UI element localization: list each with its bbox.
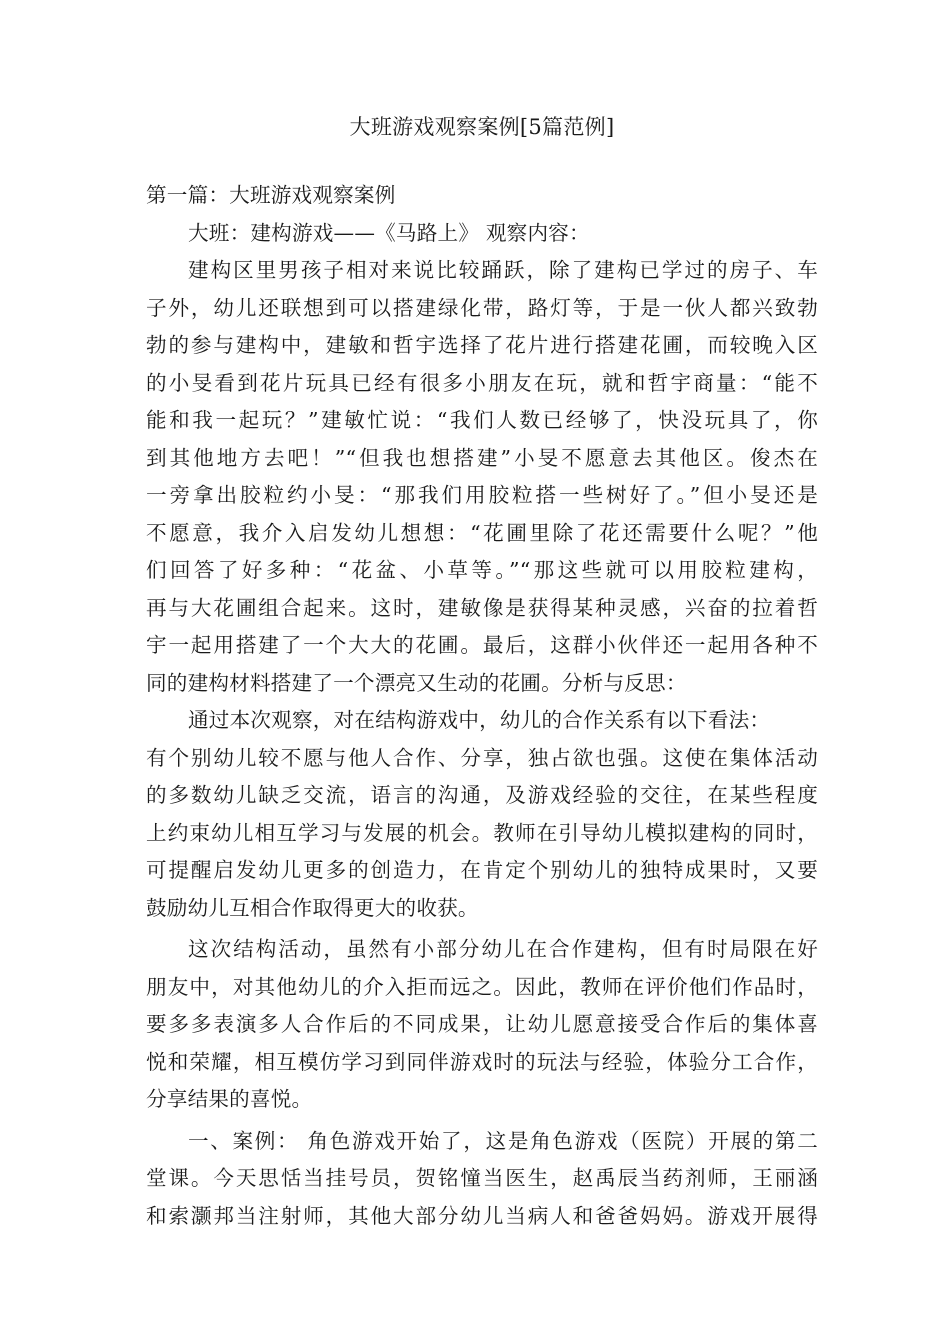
text-line: 能和我一起玩？”建敏忙说：“我们人数已经够了，快没玩具了，你 — [146, 408, 818, 432]
text-line: 子外，幼儿还联想到可以搭建绿化带，路灯等，于是一伙人都兴致勃 — [146, 295, 818, 320]
text-line: 不愿意，我介入启发幼儿想想：“花圃里除了花还需要什么呢？”他 — [146, 520, 818, 545]
text-line: 再与大花圃组合起来。这时，建敏像是获得某种灵感，兴奋的拉着哲 — [146, 595, 818, 620]
text-line: 悦和荣耀，相互模仿学习到同伴游戏时的玩法与经验，体验分工合作， — [146, 1049, 818, 1074]
text-line: 大班：建构游戏——《马路上》 观察内容： — [188, 220, 590, 245]
text-line: 要多多表演多人合作后的不同成果，让幼儿愿意接受合作后的集体喜 — [146, 1012, 818, 1036]
text-line: 到其他地方去吧！”“但我也想搭建”小旻不愿意去其他区。俊杰在 — [146, 445, 818, 470]
text-line: 朋友中，对其他幼儿的介入拒而远之。因此，教师在评价他们作品时， — [146, 974, 818, 999]
document-title: 大班游戏观察案例[5篇范例] — [349, 115, 615, 139]
text-line: 和索灏邦当注射师，其他大部分幼儿当病人和爸爸妈妈。游戏开展得 — [146, 1203, 818, 1228]
text-line: 一旁拿出胶粒约小旻：“那我们用胶粒搭一些树好了。”但小旻还是 — [146, 483, 818, 507]
text-line: 鼓励幼儿互相合作取得更大的收获。 — [146, 895, 479, 920]
text-line: 们回答了好多种：“花盆、小草等。”“那这些就可以用胶粒建构， — [146, 558, 818, 582]
text-line: 通过本次观察，对在结构游戏中，幼儿的合作关系有以下看法： — [188, 708, 771, 732]
text-line: 可提醒启发幼儿更多的创造力，在肯定个别幼儿的独特成果时，又要 — [146, 858, 818, 882]
text-line: 上约束幼儿相互学习与发展的机会。教师在引导幼儿模拟建构的同时， — [146, 820, 818, 845]
text-line: 这次结构活动，虽然有小部分幼儿在合作建构，但有时局限在好 — [188, 937, 818, 961]
text-line: 有个别幼儿较不愿与他人合作、分享，独占欲也强。这使在集体活动 — [146, 745, 818, 770]
text-line: 宇一起用搭建了一个大大的花圃。最后，这群小伙伴还一起用各种不 — [146, 633, 818, 657]
text-line: 一、案例： 角色游戏开始了，这是角色游戏（医院）开展的第二 — [188, 1128, 818, 1153]
document-body — [146, 177, 818, 1235]
text-line: 勃的参与建构中，建敏和哲宇选择了花片进行搭建花圃，而较晚入区 — [146, 333, 818, 357]
text-line: 堂课。今天思恬当挂号员，贺铭憧当医生，赵禹辰当药剂师，王丽涵 — [146, 1166, 818, 1190]
text-line: 建构区里男孩子相对来说比较踊跃，除了建构已学过的房子、车 — [188, 258, 818, 282]
text-line: 分享结果的喜悦。 — [146, 1087, 313, 1111]
text-line: 的多数幼儿缺乏交流，语言的沟通，及游戏经验的交往，在某些程度 — [146, 783, 818, 807]
text-line: 同的建构材料搭建了一个漂亮又生动的花圃。分析与反思： — [146, 670, 687, 695]
text-line: 的小旻看到花片玩具已经有很多小朋友在玩，就和哲宇商量：“能不 — [146, 370, 818, 395]
text-line: 第一篇：大班游戏观察案例 — [146, 183, 396, 207]
